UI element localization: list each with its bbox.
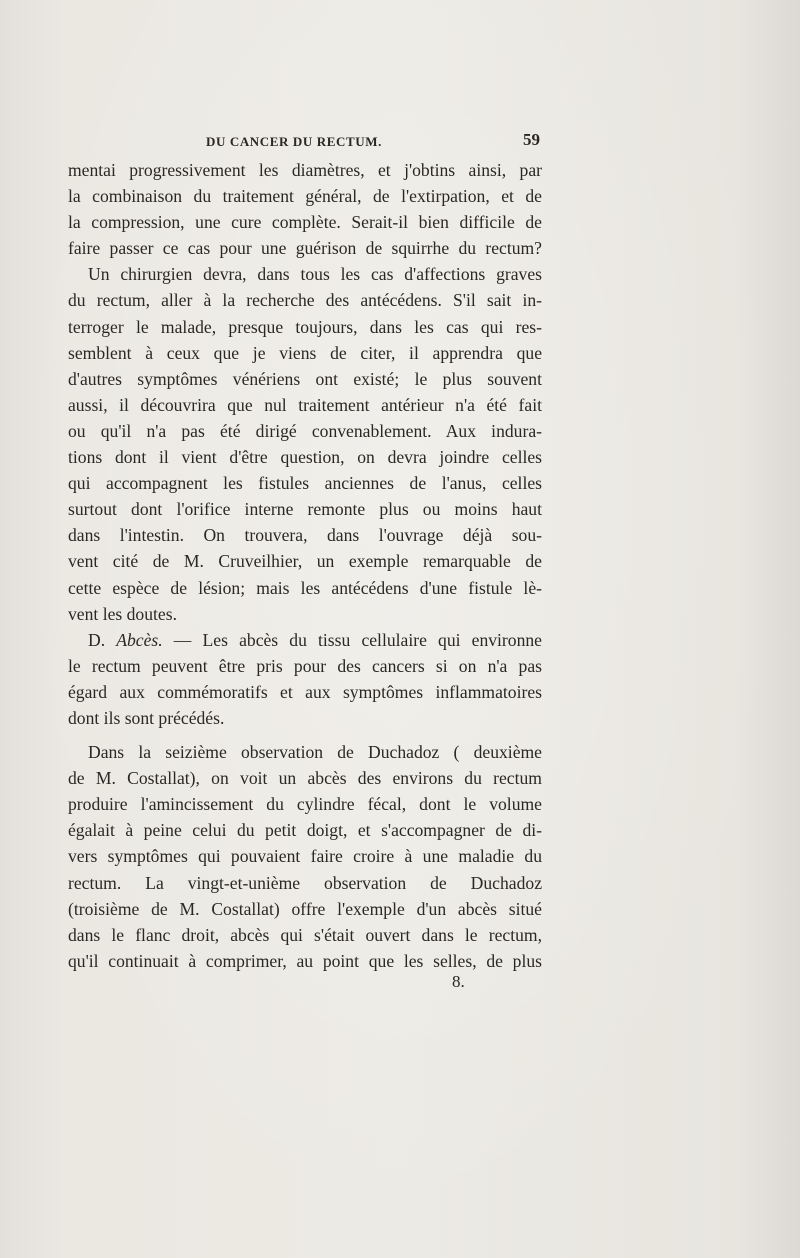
text-line: qu'il continuait à comprimer, au point que les selles, de plus <box>68 950 542 971</box>
page-header <box>68 130 542 152</box>
text-line: vent les doutes. <box>68 603 177 624</box>
text-line: vers symptômes qui pouvaient faire croire à une maladie du <box>68 846 542 867</box>
text-line: dans l'intestin. On trouvera, dans l'ouvrage déjà sou- <box>68 525 542 546</box>
running-title: DU CANCER DU RECTUM. <box>206 134 382 149</box>
text-line: la compression, une cure complète. Serait-il bien difficile de <box>68 212 542 233</box>
text-line: rectum. La vingt-et-unième observation de Duchadoz <box>68 872 542 893</box>
paragraph-3 <box>68 627 542 731</box>
body-text <box>68 157 542 974</box>
text-line: faire passer ce cas pour une guérison de squirrhe du rectum? <box>68 238 542 259</box>
text-line: produire l'amincissement du cylindre fécal, dont le volume <box>68 794 542 815</box>
text-line: tions dont il vient d'être question, on devra joindre celles <box>68 447 542 468</box>
text-line: Dans la seizième observation de Duchadoz ( deuxième <box>88 742 542 763</box>
text-line: cette espèce de lésion; mais les antécédens d'une fistule lè- <box>68 577 542 598</box>
page-number: 59 <box>523 130 540 149</box>
text-line: surtout dont l'orifice interne remonte plus ou moins haut <box>68 499 542 520</box>
text-line: aussi, il découvrira que nul traitement antérieur n'a été fait <box>68 394 542 415</box>
text-line: ou qu'il n'a pas été dirigé convenablement. Aux indura- <box>68 420 542 441</box>
text-line: d'autres symptômes vénériens ont existé; le plus souvent <box>68 368 542 389</box>
text-line: terroger le malade, presque toujours, dans les cas qui res- <box>68 316 542 337</box>
paragraph-2 <box>68 261 542 626</box>
text-line: égard aux commémoratifs et aux symptômes inflammatoires <box>68 681 542 702</box>
section-lead-line <box>68 627 542 653</box>
signature-mark: 8. <box>452 972 465 991</box>
text-line: mentai progressivement les diamètres, et j'obtins ainsi, par <box>68 160 542 180</box>
text-line: le rectum peuvent être pris pour des cancers si on n'a pas <box>68 655 542 676</box>
text-line: la combinaison du traitement général, de l'extirpation, et de <box>68 186 542 207</box>
text-line: égalait à peine celui du petit doigt, et s'accompagner de di- <box>68 820 542 841</box>
text-line: dont ils sont précédés. <box>68 707 225 728</box>
text-line: qui accompagnent les fistules anciennes de l'anus, celles <box>68 473 542 494</box>
section-lead-text: — Les abcès du tissu cellulaire qui environne <box>162 629 542 650</box>
text-line: Un chirurgien devra, dans tous les cas d'affections graves <box>88 264 542 285</box>
text-line: vent cité de M. Cruveilhier, un exemple remarquable de <box>68 551 542 572</box>
text-line: du rectum, aller à la recherche des antécédens. S'il sait in- <box>68 290 542 311</box>
paragraph-4 <box>68 739 542 974</box>
section-letter: D. <box>88 629 117 650</box>
section-heading: Abcès. <box>116 629 163 650</box>
text-line: (troisième de M. Costallat) offre l'exemple d'un abcès situé <box>68 898 542 919</box>
text-line: de M. Costallat), on voit un abcès des environs du rectum <box>68 768 542 789</box>
text-line: semblent à ceux que je viens de citer, il apprendra que <box>68 342 542 363</box>
paragraph-1 <box>68 157 542 261</box>
text-line: dans le flanc droit, abcès qui s'était ouvert dans le rectum, <box>68 924 542 945</box>
